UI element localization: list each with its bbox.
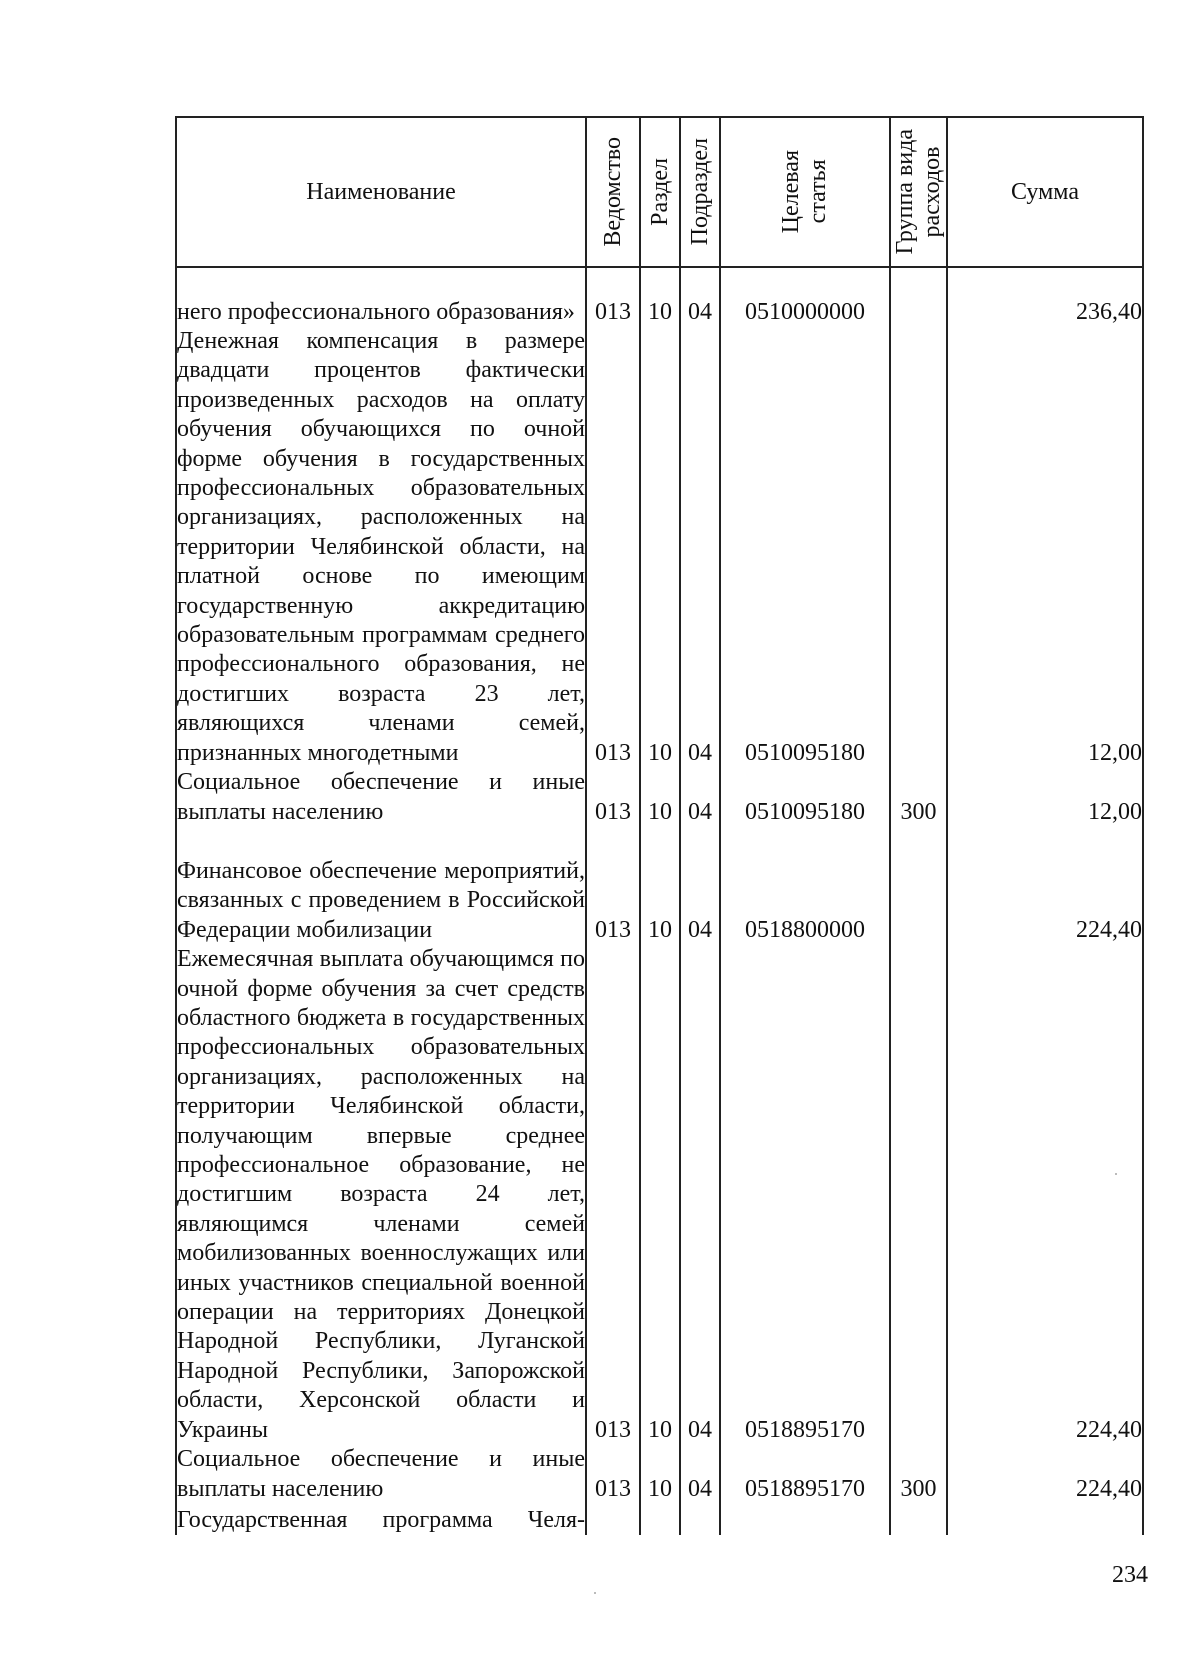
row-gruppa (890, 827, 947, 945)
row-name: Социальное обеспечение и иные выплаты населению (176, 768, 586, 827)
row-vedomstvo (586, 1504, 640, 1535)
row-summa: 224,40 (947, 1445, 1143, 1504)
row-celevaya-statya: 0510095180 (720, 327, 890, 768)
row-gruppa (890, 267, 947, 327)
table-row (176, 1504, 1143, 1535)
row-podrazdel (680, 1504, 720, 1535)
scan-speck (594, 1592, 596, 1594)
table-row (176, 945, 1143, 1445)
row-celevaya-statya: 0510095180 (720, 768, 890, 827)
row-celevaya-statya: 0518895170 (720, 1445, 890, 1504)
row-celevaya-statya: 0518800000 (720, 827, 890, 945)
row-razdel (640, 1504, 680, 1535)
row-summa: 224,40 (947, 945, 1143, 1445)
table-row (176, 827, 1143, 945)
row-vedomstvo: 013 (586, 327, 640, 768)
table-row (176, 267, 1143, 327)
table-row (176, 1445, 1143, 1504)
row-vedomstvo: 013 (586, 827, 640, 945)
row-razdel: 10 (640, 1445, 680, 1504)
row-razdel: 10 (640, 827, 680, 945)
row-vedomstvo: 013 (586, 267, 640, 327)
header-celevaya-statya: Целевая статья (720, 117, 890, 267)
row-summa: 224,40 (947, 827, 1143, 945)
row-gruppa (890, 327, 947, 768)
row-vedomstvo: 013 (586, 768, 640, 827)
row-podrazdel: 04 (680, 327, 720, 768)
row-razdel: 10 (640, 327, 680, 768)
header-razdel: Раздел (640, 117, 680, 267)
row-name: Ежемесячная выплата обучающимся по очной форме обучения за счет средств областного бюджета в государственных профессиональных образовательных организациях, расположенных на территории Челябинской области, получающим впервые среднее профессиональное образование, не достигшим возраста 24 лет, являющимся членами семей мобилизованных военнослужащих или иных участников специальной военной операции на территориях Донецкой Народной Республики, Луганской Народной Республики, Запорожской области, Херсонской области и Украины (176, 945, 586, 1445)
budget-table (175, 116, 1144, 1535)
row-celevaya-statya: 0510000000 (720, 267, 890, 327)
row-name: Социальное обеспечение и иные выплаты населению (176, 1445, 586, 1504)
row-gruppa (890, 945, 947, 1445)
row-summa: 236,40 (947, 267, 1143, 327)
header-vedomstvo: Ведомство (586, 117, 640, 267)
table-header-row (176, 117, 1143, 267)
row-gruppa (890, 1504, 947, 1535)
row-podrazdel: 04 (680, 768, 720, 827)
row-celevaya-statya: 0518895170 (720, 945, 890, 1445)
row-podrazdel: 04 (680, 267, 720, 327)
row-vedomstvo: 013 (586, 1445, 640, 1504)
row-podrazdel: 04 (680, 945, 720, 1445)
row-podrazdel: 04 (680, 827, 720, 945)
row-summa: 12,00 (947, 768, 1143, 827)
page-number: 234 (1112, 1562, 1148, 1588)
header-podrazdel: Подраздел (680, 117, 720, 267)
row-name: Финансовое обеспечение мероприятий, связанных с проведением в Российской Федерации мобилизации (176, 827, 586, 945)
row-razdel: 10 (640, 768, 680, 827)
row-razdel: 10 (640, 267, 680, 327)
header-gruppa-vida-rashodov: Группа вида расходов (890, 117, 947, 267)
row-vedomstvo: 013 (586, 945, 640, 1445)
row-podrazdel: 04 (680, 1445, 720, 1504)
table-row (176, 327, 1143, 768)
scan-speck (1115, 1173, 1117, 1175)
row-name: Государственная программа Челя- (176, 1504, 586, 1535)
row-summa (947, 1504, 1143, 1535)
row-razdel: 10 (640, 945, 680, 1445)
table-row (176, 768, 1143, 827)
header-name: Наименование (176, 117, 586, 267)
row-gruppa: 300 (890, 1445, 947, 1504)
row-summa: 12,00 (947, 327, 1143, 768)
row-gruppa: 300 (890, 768, 947, 827)
header-summa: Сумма (947, 117, 1143, 267)
row-name: него профессионального образования» (176, 267, 586, 327)
row-celevaya-statya (720, 1504, 890, 1535)
row-name: Денежная компенсация в размере двадцати процентов фактически произведенных расходов на оплату обучения обучающихся по очной форме обучения в государственных профессиональных образовательных организациях, расположенных на территории Челябинской области, на платной основе по имеющим государственную аккредитацию образовательным программам среднего профессионального образования, не достигших возраста 23 лет, являющихся членами семей, признанных многодетными (176, 327, 586, 768)
